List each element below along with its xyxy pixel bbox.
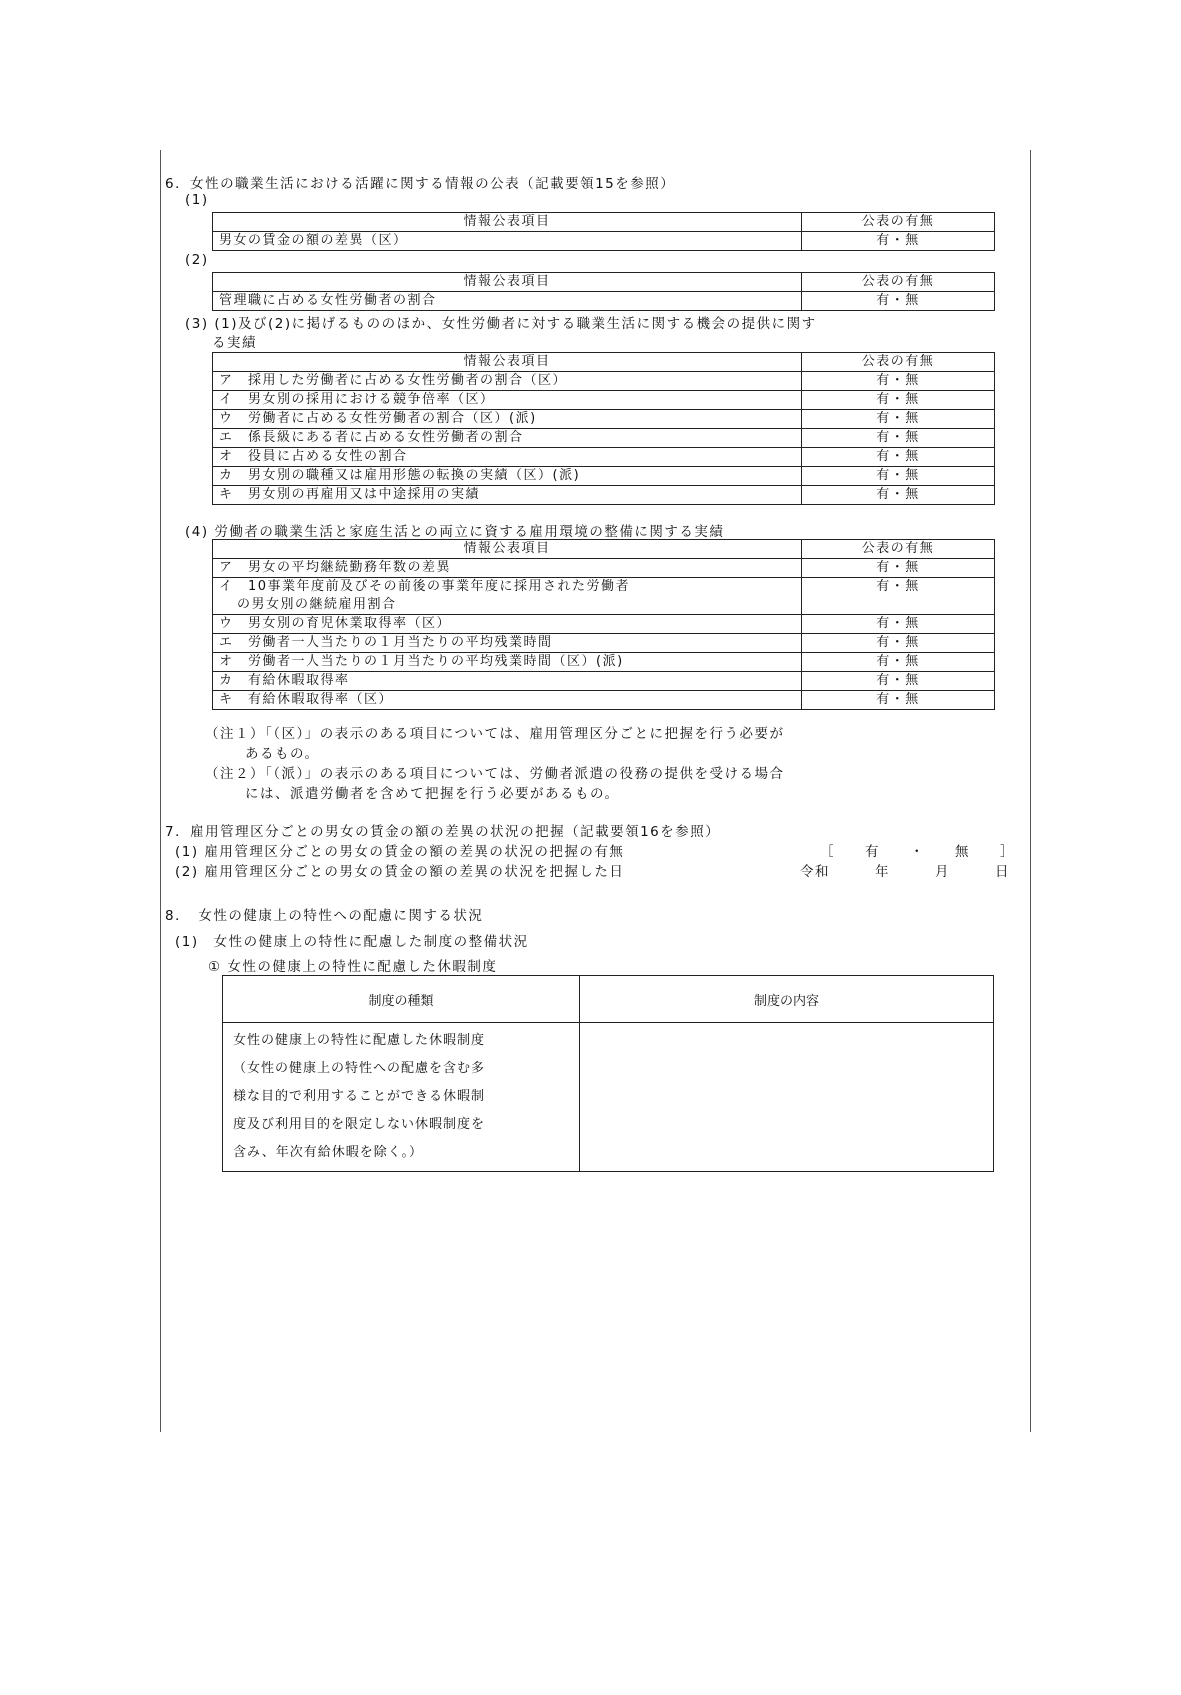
part-1-label: (1): [185, 192, 209, 208]
section-8-title: 8． 女性の健康上の特性への配慮に関する状況: [165, 908, 484, 924]
yesno-choice[interactable]: 有・無: [802, 467, 995, 486]
yesno-choice[interactable]: 有・無: [802, 634, 995, 653]
yesno-choice[interactable]: 有・無: [802, 232, 995, 251]
table-row: オ 役員に占める女性の割合 有・無: [213, 448, 995, 467]
s7-yesno-choice[interactable]: ［ 有 ・ 無 ］: [820, 844, 1015, 860]
leave-system-table: [222, 975, 994, 1172]
yesno-choice[interactable]: 有・無: [802, 486, 995, 505]
part-3-label-cont: る実績: [212, 335, 257, 351]
col-pub: 公表の有無: [802, 213, 995, 232]
table-row: ア 採用した労働者に占める女性労働者の割合（区） 有・無: [213, 372, 995, 391]
note-1: （注１）「（区）」の表示のある項目については、雇用管理区分ごとに把握を行う必要が: [205, 726, 785, 742]
yesno-choice[interactable]: 有・無: [802, 559, 995, 578]
table-row: 管理職に占める女性労働者の割合 有・無: [213, 292, 995, 311]
table-6-3: 情報公表項目 公表の有無 ア 採用した労働者に占める女性労働者の割合（区） 有・無 イ 男女別の採用における競争倍率（区） 有・無 ウ 労働者に占める女性労働者の割合（区）(派) 有・無 エ 係長級にある者に占める女性労働者の割合 有・無 オ 役員に占める女性の割合 有・無 カ 男女別の職種又は雇用形態の転換の実績（区）(派) 有・無 キ 男女別の再雇用又は中途採用の実績 有・無: [212, 352, 995, 505]
table-row: イ 男女別の採用における競争倍率（区） 有・無: [213, 391, 995, 410]
table-6-4: 情報公表項目 公表の有無 ア 男女の平均継続勤務年数の差異 有・無 イ 10事業年度前及びその前後の事業年度に採用された労働者 の男女別の継続雇用割合 有・無 ウ 男女別の育児休業取得率（区） 有・無 エ 労働者一人当たりの１月当たりの平均残業時間 有・無 オ 労働者一人当たりの１月当たりの平均残業時間（区）(派) 有・無 カ 有給休暇取得率 有・無 キ 有給休暇取得率（区） 有・無: [212, 539, 995, 710]
leave-type-cell: 女性の健康上の特性に配慮した休暇制度 （女性の健康上の特性への配慮を含む多 様な目的で利用することができる休暇制 度及び利用目的を限定しない休暇制度を 含み、年次有給休暇を除く。）: [223, 1023, 580, 1172]
yesno-choice[interactable]: 有・無: [802, 448, 995, 467]
part-4-label: (4) 労働者の職業生活と家庭生活との両立に資する雇用環境の整備に関する実績: [185, 524, 725, 540]
part-3-label: (3) (1)及び(2)に掲げるもののほか、女性労働者に対する職業生活に関する機会の提供に関す: [185, 316, 817, 332]
s7-line-2: (2) 雇用管理区分ごとの男女の賃金の額の差異の状況を把握した日: [175, 864, 625, 880]
table-row: カ 有給休暇取得率 有・無: [213, 672, 995, 691]
table-row: オ 労働者一人当たりの１月当たりの平均残業時間（区）(派) 有・無: [213, 653, 995, 672]
table-row: エ 係長級にある者に占める女性労働者の割合 有・無: [213, 429, 995, 448]
table-row: ア 男女の平均継続勤務年数の差異 有・無: [213, 559, 995, 578]
table-row: ウ 労働者に占める女性労働者の割合（区）(派) 有・無: [213, 410, 995, 429]
yesno-choice[interactable]: 有・無: [802, 672, 995, 691]
yesno-choice[interactable]: 有・無: [802, 372, 995, 391]
yesno-choice[interactable]: 有・無: [802, 391, 995, 410]
section-7-title: 7．雇用管理区分ごとの男女の賃金の額の差異の状況の把握（記載要領16を参照）: [165, 824, 721, 840]
yesno-choice[interactable]: 有・無: [802, 410, 995, 429]
table-row: カ 男女別の職種又は雇用形態の転換の実績（区）(派) 有・無: [213, 467, 995, 486]
table-row: イ 10事業年度前及びその前後の事業年度に採用された労働者 の男女別の継続雇用割合 有・無: [213, 578, 995, 615]
yesno-choice[interactable]: 有・無: [802, 429, 995, 448]
col-item: 情報公表項目: [213, 213, 802, 232]
part-2-label: (2): [185, 252, 209, 268]
yesno-choice[interactable]: 有・無: [802, 615, 995, 634]
col-type: 制度の種類: [223, 976, 580, 1023]
table-6-1: [212, 212, 995, 251]
table-row: キ 男女別の再雇用又は中途採用の実績 有・無: [213, 486, 995, 505]
yesno-choice[interactable]: 有・無: [802, 653, 995, 672]
page-border-left: [160, 150, 161, 1432]
note-2: （注２）「（派）」の表示のある項目については、労働者派遣の役務の提供を受ける場合: [205, 766, 785, 782]
section-6-title: 6．女性の職業生活における活躍に関する情報の公表（記載要領15を参照）: [165, 176, 676, 192]
s7-line-1: (1) 雇用管理区分ごとの男女の賃金の額の差異の状況の把握の有無: [175, 844, 625, 860]
s8-sub-1-1: ① 女性の健康上の特性に配慮した休暇制度: [208, 959, 498, 975]
yesno-choice[interactable]: 有・無: [802, 292, 995, 311]
yesno-choice[interactable]: 有・無: [802, 578, 995, 615]
table-row: キ 有給休暇取得率（区） 有・無: [213, 691, 995, 710]
s7-date-field[interactable]: 令和 年 月 日: [800, 864, 1010, 880]
s8-sub-1: (1) 女性の健康上の特性に配慮した制度の整備状況: [175, 934, 529, 950]
note-1-cont: あるもの。: [245, 746, 320, 762]
leave-content-field[interactable]: [580, 1023, 994, 1172]
page-border-right: [1030, 150, 1031, 1432]
col-content: 制度の内容: [580, 976, 994, 1023]
table-6-2: 情報公表項目 公表の有無 管理職に占める女性労働者の割合 有・無: [212, 272, 995, 311]
table-row: エ 労働者一人当たりの１月当たりの平均残業時間 有・無: [213, 634, 995, 653]
table-row: ウ 男女別の育児休業取得率（区） 有・無: [213, 615, 995, 634]
yesno-choice[interactable]: 有・無: [802, 691, 995, 710]
note-2-cont: には、派遣労働者を含めて把握を行う必要があるもの。: [245, 786, 620, 802]
table-row: 男女の賃金の額の差異（区） 有・無: [213, 232, 995, 251]
